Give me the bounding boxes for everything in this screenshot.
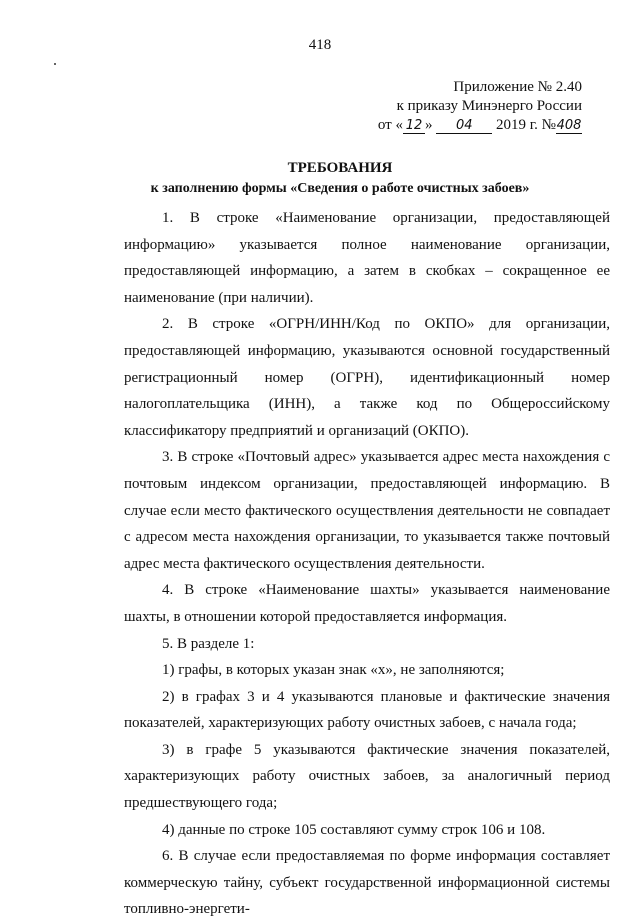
- paragraph-5-4: 4) данные по строке 105 составляют сумму строк 106 и 108.: [162, 821, 546, 838]
- date-year: 2019 г. №: [495, 117, 556, 133]
- date-day: 12: [403, 118, 425, 134]
- date-prefix: от «: [377, 117, 403, 133]
- page-number: 418: [308, 37, 332, 53]
- paragraph-3: 3. В строке «Почтовый адрес» указывается адрес места нахождения с почтовым индексом организации, предоставляющей информацию. В случае если место фактического осуществления деятельности не совпадает с адресом места нахождения организации, то указывается также почтовый адрес места фактического осуществления деятельности.: [124, 449, 610, 572]
- paragraph-5-3: 3) в графе 5 указываются фактические значения показателей, характеризующих работу очистных забоев, за аналогичный период предшествующего года;: [124, 741, 610, 812]
- date-mid: »: [424, 117, 433, 133]
- date-month: 04: [436, 118, 492, 134]
- scan-speck: [54, 63, 56, 65]
- paragraph-1: 1. В строке «Наименование организации, предоставляющей информацию» указывается полное наименование организации, предоставляющей информацию, а затем в скобках – сокращенное ее наименование (при наличии).: [124, 210, 610, 306]
- document-title: ТРЕБОВАНИЯ: [287, 160, 393, 176]
- paragraph-5-2: 2) в графах 3 и 4 указываются плановые и фактические значения показателей, характеризующих работу очистных забоев, с начала года;: [124, 688, 610, 732]
- paragraph-5-1: 1) графы, в которых указан знак «х», не заполняются;: [162, 662, 505, 679]
- appendix-title: Приложение № 2.40: [453, 79, 582, 95]
- appendix-date-line: [322, 116, 582, 135]
- paragraph-4: 4. В строке «Наименование шахты» указывается наименование шахты, в отношении которой предоставляется информация.: [124, 582, 610, 625]
- paragraph-6: 6. В случае если предоставляемая по форме информация составляет коммерческую тайну, субъект государственной информационной системы топливно-энергети-: [124, 848, 610, 918]
- paragraph-5: 5. В разделе 1:: [162, 635, 255, 652]
- document-body: [124, 205, 610, 923]
- document-subtitle: к заполнению формы «Сведения о работе очистных забоев»: [150, 181, 530, 196]
- order-number: 408: [556, 118, 582, 133]
- appendix-header: [322, 78, 582, 135]
- paragraph-2: 2. В строке «ОГРН/ИНН/Код по ОКПО» для организации, предоставляющей информацию, указываются основной государственный регистрационный номер (ОГРН), идентификационный номер налогоплательщика (ИНН), а также код по Общероссийскому классификатору предприятий и организаций (ОКПО).: [124, 316, 610, 439]
- appendix-order: к приказу Минэнерго России: [396, 98, 582, 114]
